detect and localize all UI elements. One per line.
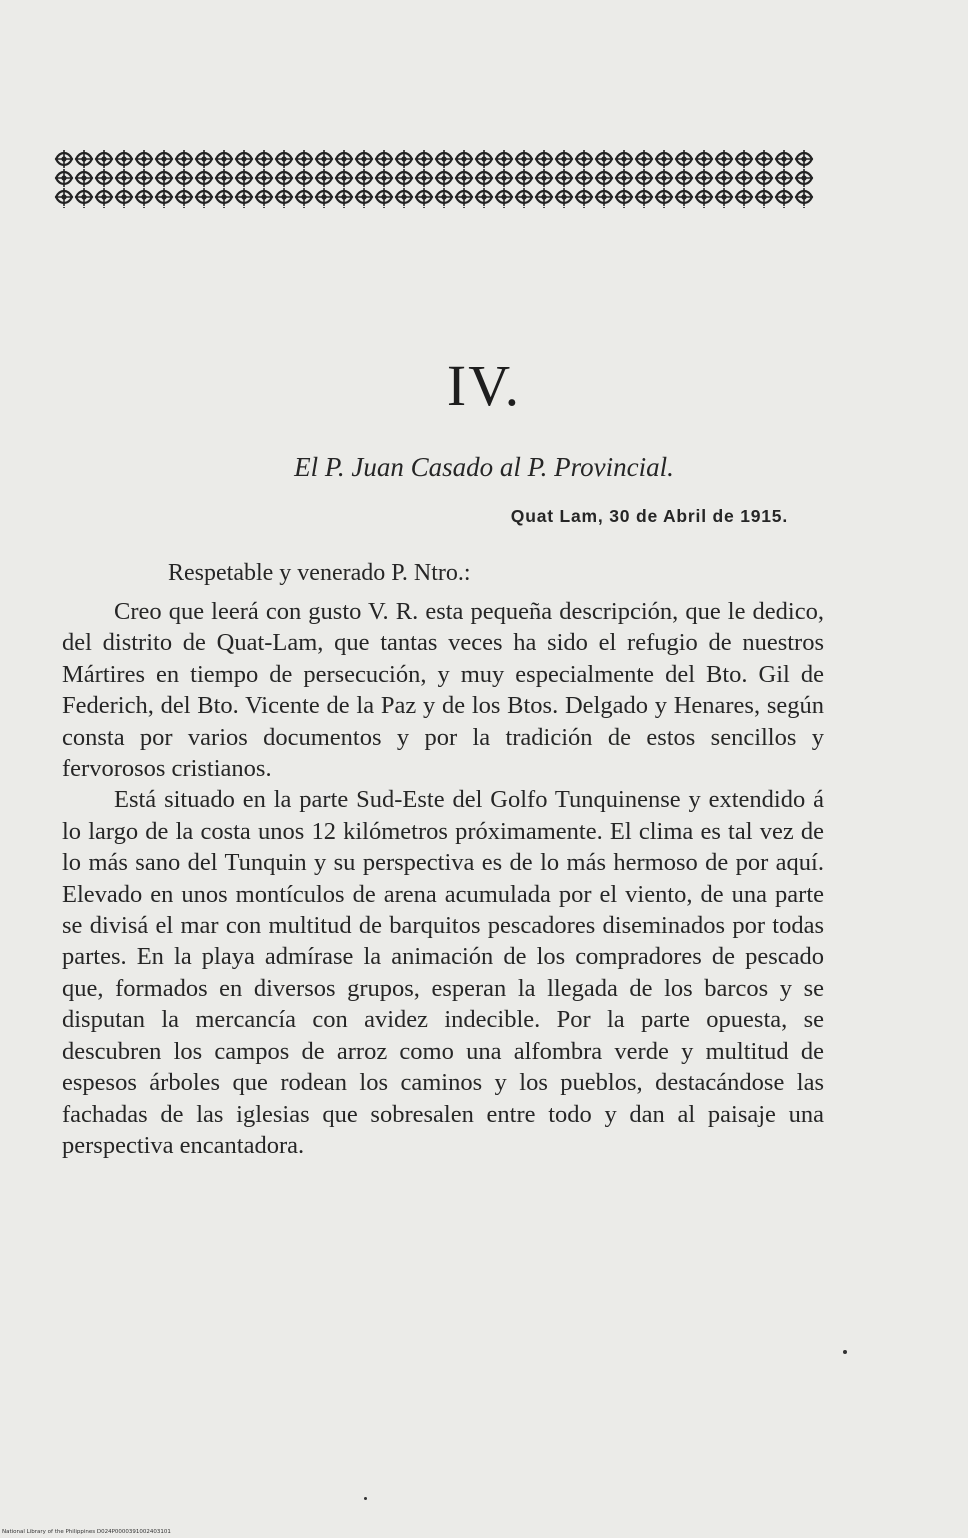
salutation: Respetable y venerado P. Ntro.:: [168, 560, 471, 586]
decorative-border-ornament: [54, 150, 814, 208]
paragraph: Está situado en la parte Sud-Este del Golfo Tunquinense y extendido á lo largo de la costa unos 12 kilómetros próximamente. El clima es tal vez de lo más sano del Tunquin y su perspectiva es de lo más hermoso de por aquí. Elevado en unos montículos de arena acumulada por el viento, de una parte se divisá el mar con multitud de barquitos pescadores diseminados por todas partes. En la playa admírase la animación de los compradores de pescado que, formados en diversos grupos, esperan la llegada de los barcos y se disputan la mercancía con avidez indecible. Por la parte opuesta, se descubren los campos de arroz como una alfombra verde y multitud de espesos árboles que rodean los caminos y los pueblos, destacándose las fachadas de las iglesias que sobresalen entre todo y dan al paisaje una perspectiva encantadora.: [62, 786, 824, 1159]
chapter-number: IV.: [446, 353, 522, 418]
paragraph: Creo que leerá con gusto V. R. esta pequeña descripción, que le dedico, del distrito de Quat-Lam, que tantas veces ha sido el refugio de nuestros Mártires en tiempo de persecución, y muy especialmente del Bto. Gil de Federich, del Bto. Vicente de la Paz y de los Btos. Delgado y Henares, según consta por varios documentos y por la tradición de estos sencillos y fervorosos cristianos.: [62, 598, 824, 783]
ink-speck: [843, 1350, 847, 1354]
letter-heading: El P. Juan Casado al P. Provincial.: [294, 452, 674, 482]
place-date-line: Quat Lam, 30 de Abril de 1915.: [510, 506, 788, 526]
letter-body: [62, 596, 824, 1161]
ink-speck: [364, 1497, 367, 1500]
footer-credit: National Library of the Philippines D024P0000391002403101: [2, 1529, 171, 1535]
